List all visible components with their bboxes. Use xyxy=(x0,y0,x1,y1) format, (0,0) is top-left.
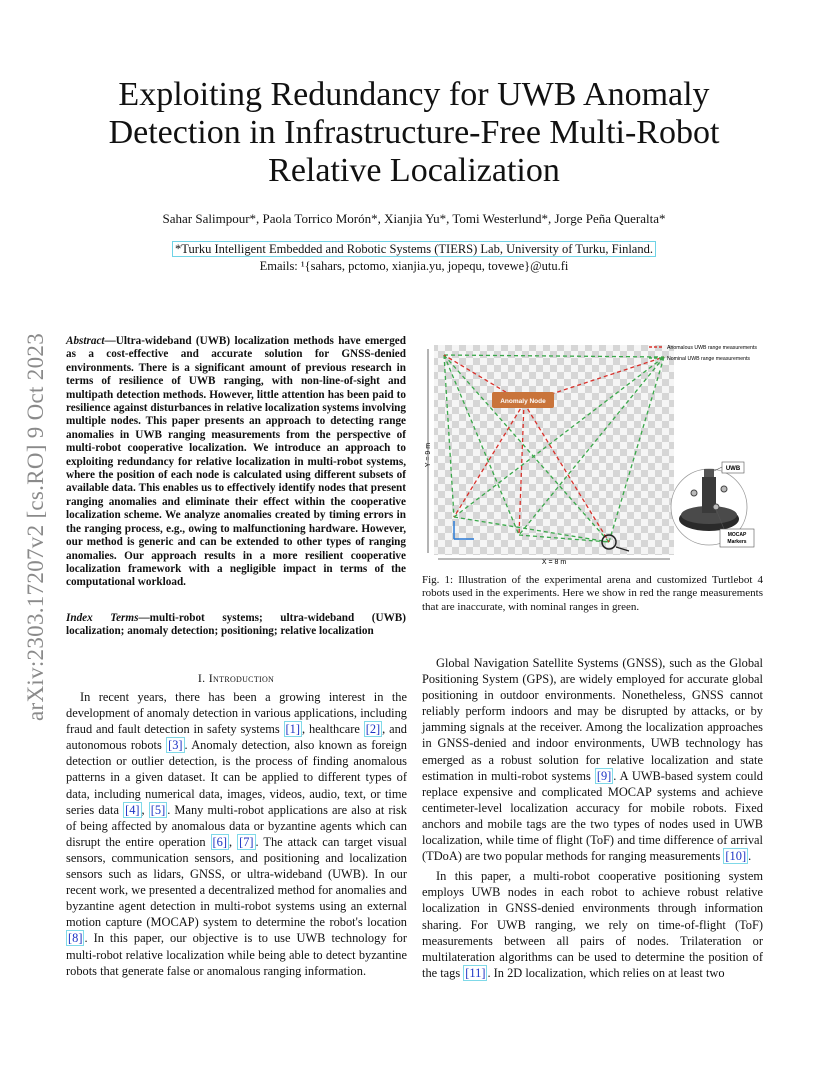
legend-anomalous: Anomalous UWB range measurements xyxy=(667,345,757,351)
arxiv-identifier: arXiv:2303.17207v2 [cs.RO] 9 Oct 2023 xyxy=(23,333,48,721)
citation-link[interactable]: [10] xyxy=(725,849,747,864)
abstract-text: —Ultra-wideband (UWB) localization methods have emerged as a cost-effective and accurate solution for GNSS-denied environments. There is a significant amount of previous research in terms of resilience of UWB ranging, with non-line-of-sight and multipath detection methods. However, little attention has been paid to resilience against disturbances in relative localization systems involving multiple nodes. This paper presents an approach to detecting range anomalies in UWB ranging measurements from the perspective of multi-robot cooperative localization. We introduce an approach to exploiting redundancy for relative localization in multi-robot systems, where the position of each node is calculated using different subsets of available data. This enables us to effectively identify nodes that present ranging anomalies and eliminate their effect within the cooperative localization scheme. We analyze anomalies created by timing errors in the ranging process, e.g., owing to malfunctioning hardware. However, our method is generic and can be extended to other types of ranging anomalies. Our approach results in a more resilient cooperative localization framework with a negligible impact in terms of the computational workload. xyxy=(66,335,406,589)
intro-paragraph: In recent years, there has been a growing interest in the development of anomaly detection in various applications, including fraud and fault detection in safety systems [1] , healthcare [2] , and autonomous robots [3] . Anomaly detection, also known as foreign detection or outlier detection, is the process of finding anomalous patterns in a given dataset. It can be applied to different types of data, including numerical data, images, videos, audio, text, or time series data [4] , [5] . Many multi-robot applications are also at risk of being affected by anomalous data or byzantine agents which can disrupt the entire operation [6] , [7] . The attack can target visual sensors, communication sensors, and positioning and localization sensors such as lidars, GNSS, or ultra-wideband (UWB). In our recent work, we presented a decentralized method for anomalies and byzantine agent detection in multi-robot systems using an external motion capture (MOCAP) system to determine the robot's location [8] . In this paper, our objective is to use UWB technology for multi-robot relative localization while being able to detect byzantine robots that generate false or anomalous ranging information. xyxy=(66,690,407,978)
affiliation xyxy=(80,242,748,257)
intro-right-column xyxy=(422,655,763,981)
mocap-label-line1: MOCAP xyxy=(727,532,747,538)
figure-caption: Fig. 1: Illustration of the experimental arena and customized Turtlebot 4 robots used in the experiments. Here we show in red the range measurements that are inaccurate, with nominal ranges in green. xyxy=(422,574,763,613)
citation-link[interactable]: [1] xyxy=(285,722,300,737)
abstract-lead: Abstract xyxy=(66,335,105,347)
legend-nominal: Nominal UWB range measurements xyxy=(667,356,751,362)
affiliation-link[interactable]: *Turku Intelligent Embedded and Robotic Systems (TIERS) Lab, University of Turku, Finland. xyxy=(172,241,656,257)
index-terms-text: —multi-robot systems; ultra-wideband (UWB) localization; anomaly detection; positioning; relative localization xyxy=(66,612,406,638)
citation-link[interactable]: [4] xyxy=(125,802,140,817)
citation-link[interactable]: [3] xyxy=(168,738,183,753)
author-emails: Emails: ¹{sahars, pctomo, xianjia.yu, jopequ, tovewe}@utu.fi xyxy=(259,259,569,273)
index-terms xyxy=(66,612,406,639)
index-terms-lead: Index Terms xyxy=(66,612,139,624)
citation-link[interactable]: [11] xyxy=(465,965,486,980)
y-axis-label: Y = 9 m xyxy=(425,442,432,468)
citation-link[interactable]: [5] xyxy=(150,802,166,817)
abstract xyxy=(66,335,406,590)
intro-paragraph-gnss: Global Navigation Satellite Systems (GNSS), such as the Global Positioning System (GPS), are widely employed for accurate global positioning in outdoor environments. Nonetheless, GNSS cannot reliably perform indoors and may be disrupted by attacks, or by jamming signals at the receiver. Among the localization approaches in GNSS-denied and indoor environments, UWB technology has emerged as a robust solution for relative localization and state estimation in multi-robot systems [9] . A UWB-based system could replace expensive and complicated MOCAP systems and achieve centimeter-level localization accuracy for mobile robots. Fixed anchors and mobile tags are the two types of nodes used in UWB localization, while time of flight (ToF) and time difference of arrival (TDoA) are two popular methods for ranging measurements [10] . xyxy=(422,656,763,864)
arena-illustration xyxy=(424,337,766,569)
citation-link[interactable]: [9] xyxy=(596,768,612,783)
paper-title: Exploiting Redundancy for UWB Anomaly Detection in Infrastructure-Free Multi-Robot Relative Localization xyxy=(108,76,720,189)
citation-link[interactable]: [6] xyxy=(212,834,227,849)
citation-link[interactable]: [8] xyxy=(68,931,83,946)
intro-left-column xyxy=(66,689,407,979)
figure-1 xyxy=(424,337,766,569)
citation-link[interactable]: [2] xyxy=(365,722,381,737)
anomaly-node-label: Anomaly Node xyxy=(500,398,546,405)
author-list: Sahar Salimpour*, Paola Torrico Morón*, Xianjia Yu*, Tomi Westerlund*, Jorge Peña Queralta* xyxy=(162,211,666,226)
citation-link[interactable]: [7] xyxy=(239,834,254,849)
uwb-label: UWB xyxy=(725,466,741,472)
x-axis-label: X = 8 m xyxy=(541,559,567,566)
mocap-label-line2: Markers xyxy=(727,539,747,545)
section-heading-introduction: I. Introduction xyxy=(197,671,275,685)
intro-paragraph-cooperative: In this paper, a multi-robot cooperative positioning system employs UWB nodes in each robot to achieve robust relative localization in GNSS-denied environments through information sharing. For UWB ranging, we rely on time-of-flight (ToF) measurements between all pairs of nodes. Trilateration or multilateration algorithms can be used to determine the position of the tags [11] . In 2D localization, which relies on at least two xyxy=(422,869,763,980)
